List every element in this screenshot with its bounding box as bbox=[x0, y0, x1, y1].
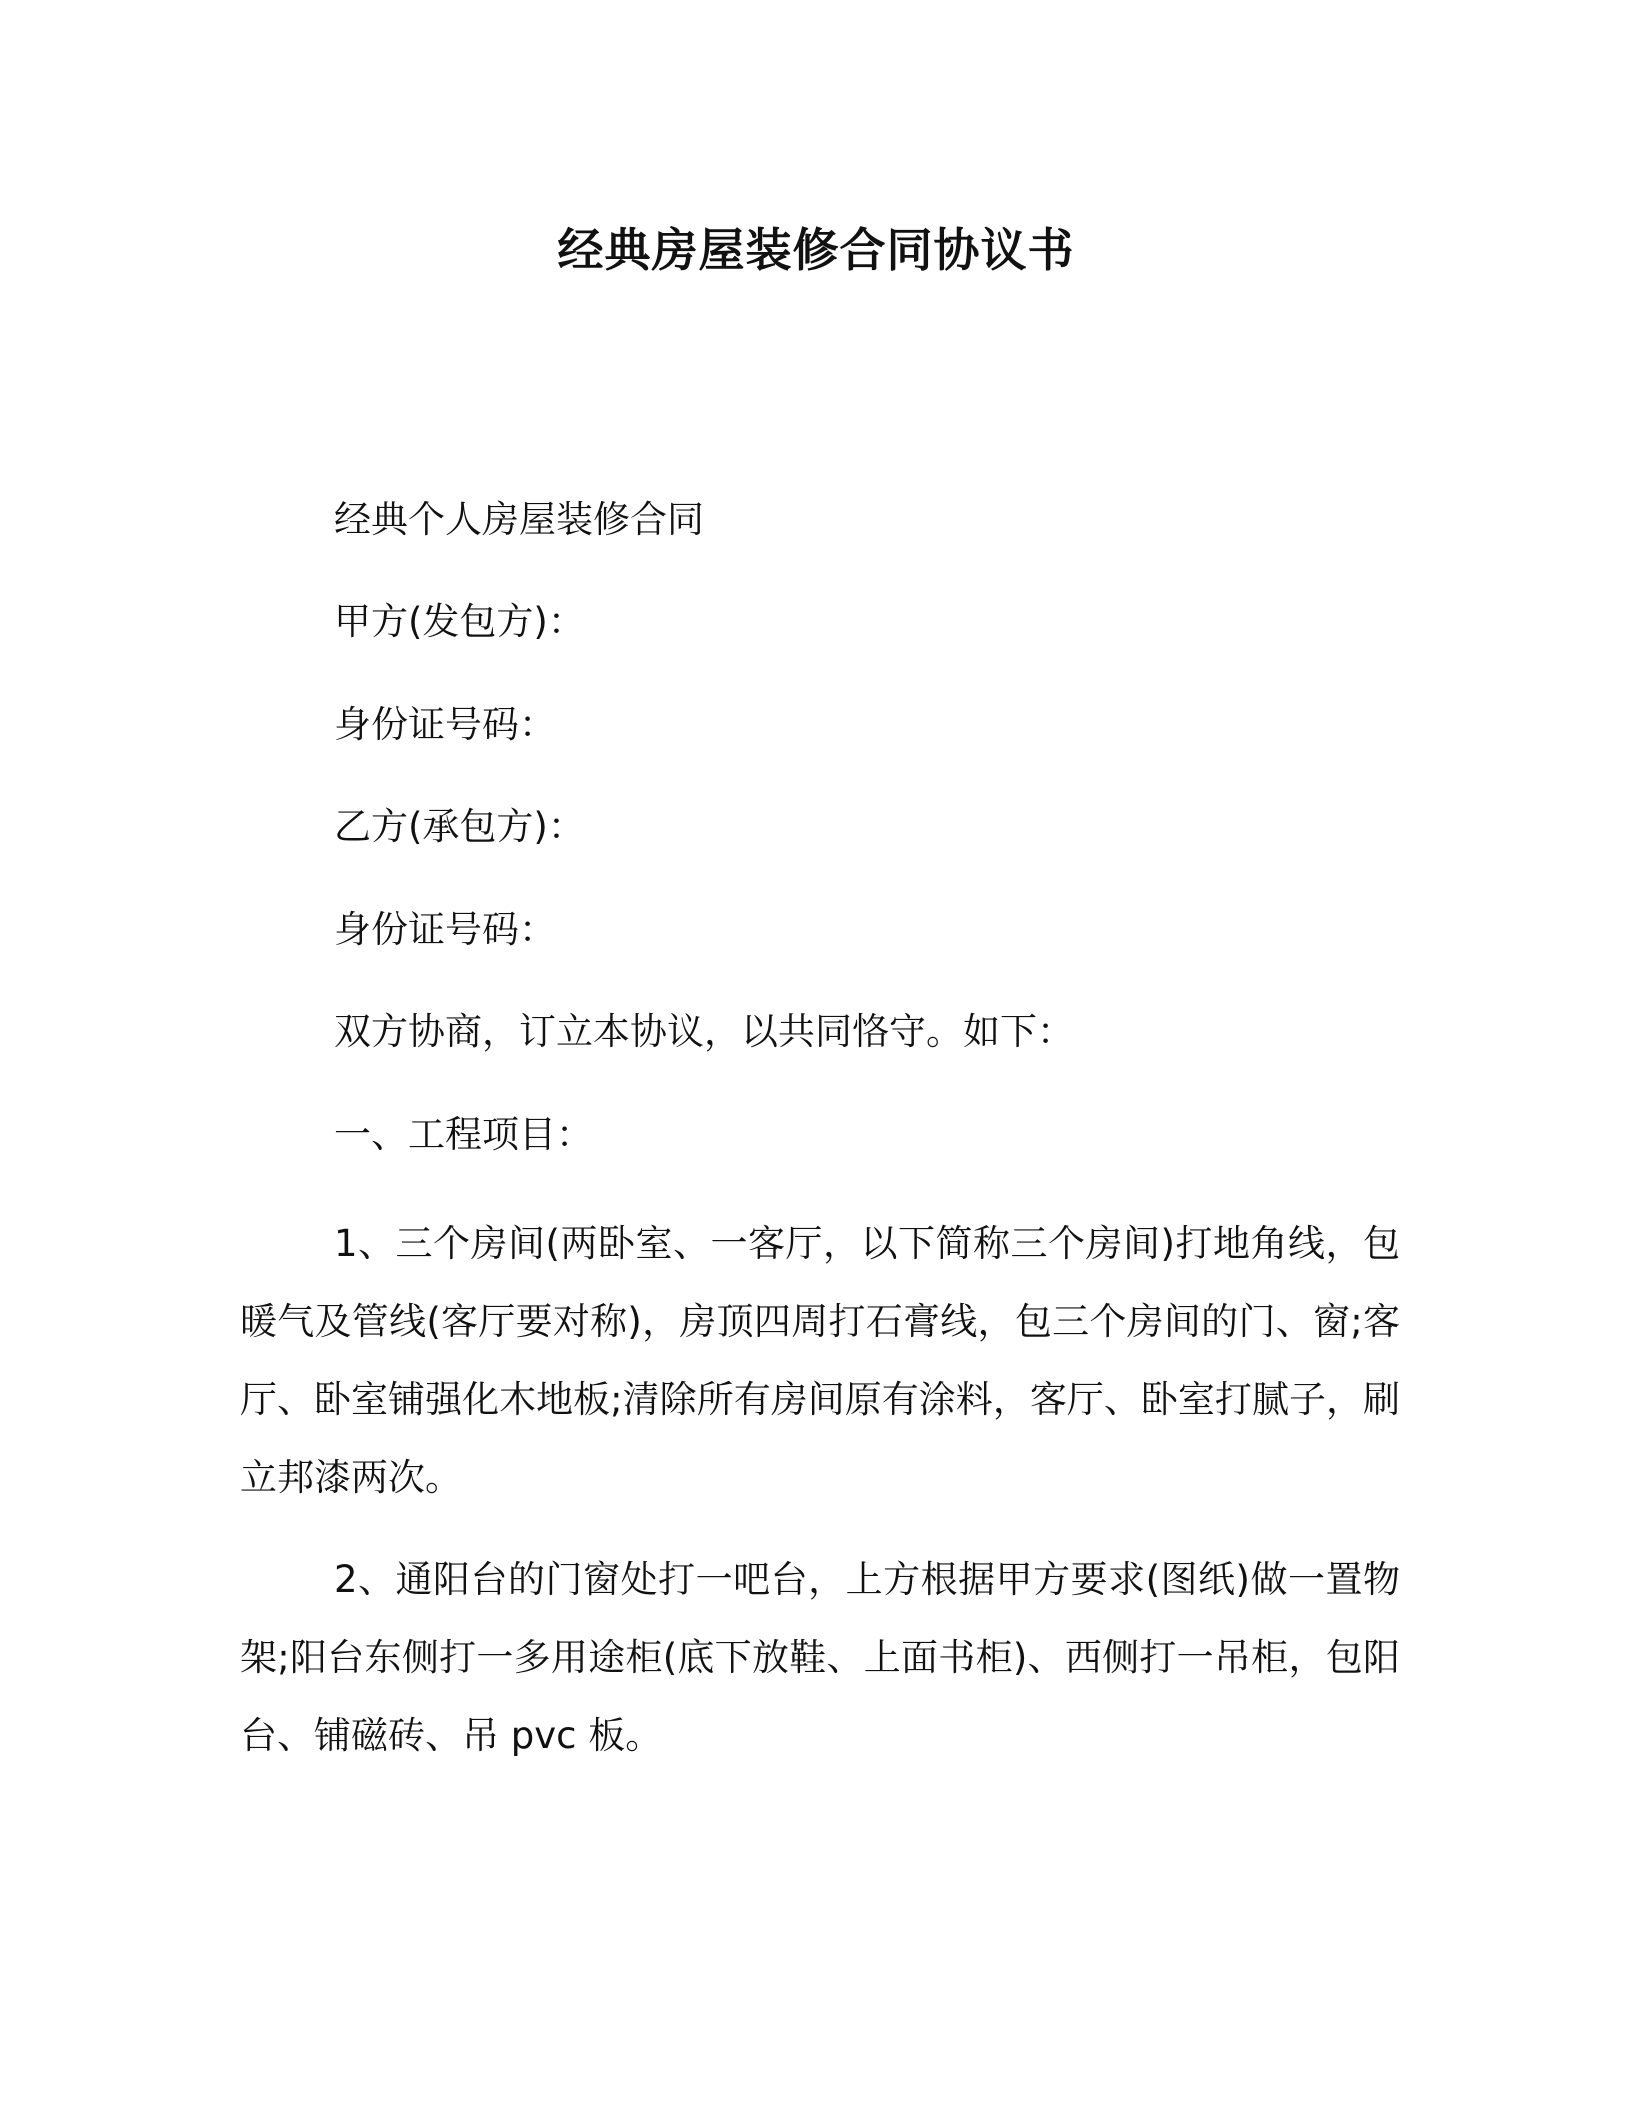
clause-2: 2、通阳台的门窗处打一吧台，上方根据甲方要求(图纸)做一置物架;阳台东侧打一多用途柜(底下放鞋、上面书柜)、西侧打一吊柜，包阳台、铺磁砖、吊 pvc 板。 bbox=[240, 1558, 1400, 1757]
party-a-label: 甲方(发包方)： bbox=[334, 600, 585, 643]
preamble-text: 双方协商，订立本协议，以共同恪守。如下： bbox=[334, 1010, 1074, 1053]
party-b-id-label: 身份证号码： bbox=[334, 908, 556, 951]
party-b-label: 乙方(承包方)： bbox=[334, 805, 585, 848]
party-a-id-label: 身份证号码： bbox=[334, 703, 556, 746]
section-heading: 一、工程项目： bbox=[334, 1113, 593, 1156]
contract-subtitle: 经典个人房屋装修合同 bbox=[334, 498, 704, 541]
clause-1: 1、三个房间(两卧室、一客厅，以下简称三个房间)打地角线，包暖气及管线(客厅要对称)，房顶四周打石膏线，包三个房间的门、窗;客厅、卧室铺强化木地板;清除所有房间原有涂料，客厅、卧室打腻子，刷立邦漆两次。 bbox=[240, 1222, 1400, 1499]
document-title: 经典房屋装修合同协议书 bbox=[557, 223, 1075, 277]
